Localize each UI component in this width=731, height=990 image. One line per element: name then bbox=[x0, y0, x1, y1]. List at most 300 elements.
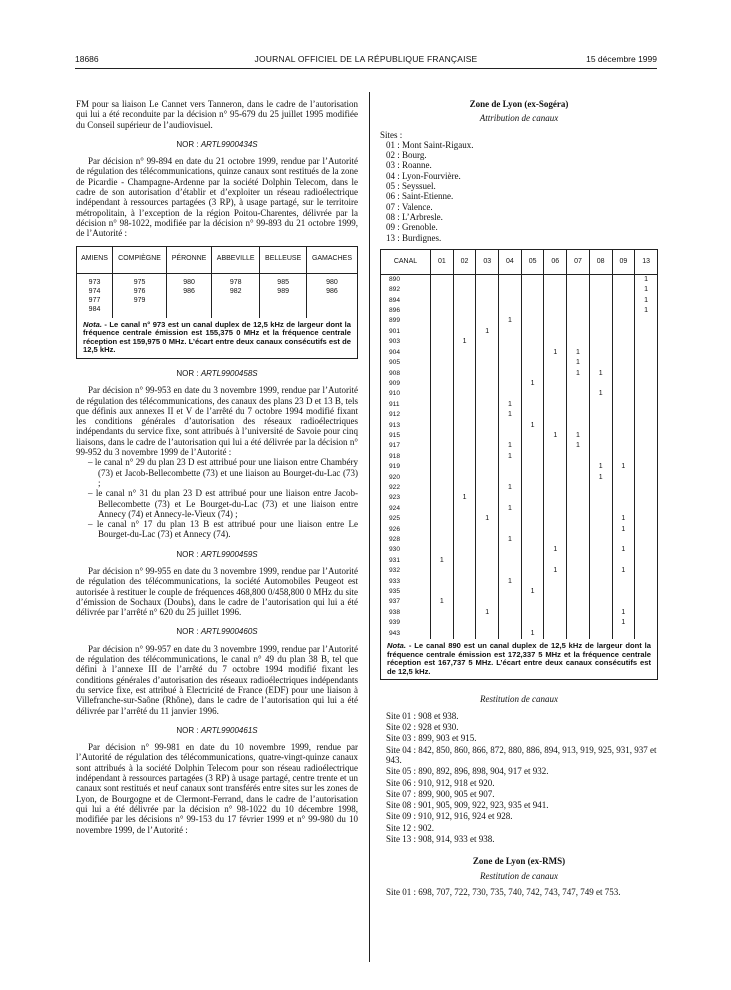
site-cell bbox=[431, 618, 454, 628]
restitution-item: Site 05 : 890, 892, 896, 898, 904, 917 et 932. bbox=[386, 766, 549, 777]
site-cell bbox=[521, 285, 544, 295]
site-cell: 1 bbox=[499, 410, 522, 420]
site-cell bbox=[453, 535, 476, 545]
site-cell: 1 bbox=[589, 369, 612, 379]
site-cell bbox=[431, 493, 454, 503]
canal-number: 923 bbox=[381, 493, 431, 503]
site-cell bbox=[453, 358, 476, 368]
canal-number: 920 bbox=[381, 473, 431, 483]
site-cell: 1 bbox=[521, 421, 544, 431]
site-cell bbox=[612, 431, 635, 441]
site-cell bbox=[453, 296, 476, 306]
site-cell bbox=[589, 306, 612, 316]
site-cell bbox=[567, 545, 590, 555]
site-cell bbox=[567, 327, 590, 337]
site-cell bbox=[499, 296, 522, 306]
site-cell bbox=[567, 504, 590, 514]
site-cell: 1 bbox=[567, 441, 590, 451]
site-cell bbox=[453, 389, 476, 399]
site-cell bbox=[612, 379, 635, 389]
site-cell bbox=[453, 556, 476, 566]
site-cell bbox=[635, 577, 658, 587]
section-subtitle: Restitution de canaux bbox=[480, 694, 558, 705]
site-cell bbox=[567, 379, 590, 389]
site-cell bbox=[589, 566, 612, 576]
site-cell bbox=[612, 473, 635, 483]
site-cell: 1 bbox=[544, 431, 567, 441]
table-cell: 980 986 bbox=[306, 273, 357, 318]
site-cell bbox=[589, 296, 612, 306]
site-cell: 1 bbox=[521, 587, 544, 597]
site-cell bbox=[635, 587, 658, 597]
site-cell bbox=[567, 618, 590, 628]
site-cell bbox=[476, 400, 499, 410]
table-row bbox=[381, 379, 658, 389]
site-cell bbox=[635, 327, 658, 337]
site-cell: 1 bbox=[453, 337, 476, 347]
site-cell bbox=[567, 452, 590, 462]
site-cell bbox=[612, 389, 635, 399]
table-row bbox=[381, 556, 658, 566]
site-cell: 1 bbox=[635, 285, 658, 295]
site-cell bbox=[521, 389, 544, 399]
site-cell: 1 bbox=[521, 629, 544, 639]
site-cell bbox=[453, 379, 476, 389]
site-cell bbox=[521, 483, 544, 493]
page-number: 18686 bbox=[75, 54, 99, 64]
canal-number: 912 bbox=[381, 410, 431, 420]
left-column bbox=[76, 99, 358, 835]
site-cell bbox=[453, 348, 476, 358]
site-cell: 1 bbox=[499, 504, 522, 514]
journal-title: JOURNAL OFFICIEL DE LA RÉPUBLIQUE FRANÇAISE bbox=[254, 54, 478, 64]
site-cell bbox=[499, 348, 522, 358]
site-item: 02 : Bourg. bbox=[386, 150, 427, 161]
column-header: GAMACHES bbox=[306, 246, 357, 273]
site-cell bbox=[635, 389, 658, 399]
site-cell bbox=[521, 545, 544, 555]
site-cell bbox=[544, 597, 567, 607]
site-cell bbox=[499, 556, 522, 566]
site-cell bbox=[544, 327, 567, 337]
site-cell bbox=[499, 514, 522, 524]
nor-reference bbox=[76, 627, 358, 637]
site-cell bbox=[521, 410, 544, 420]
lyon-channel-table bbox=[380, 249, 658, 639]
site-cell bbox=[589, 629, 612, 639]
site-cell bbox=[544, 608, 567, 618]
site-cell bbox=[431, 369, 454, 379]
site-cell bbox=[476, 316, 499, 326]
nor-reference bbox=[76, 140, 358, 150]
site-cell bbox=[431, 410, 454, 420]
table-cell: 985 989 bbox=[260, 273, 307, 318]
nor-reference bbox=[76, 726, 358, 736]
table-row bbox=[381, 566, 658, 576]
canal-number: 938 bbox=[381, 608, 431, 618]
restitution-item: Site 07 : 899, 900, 905 et 907. bbox=[386, 788, 495, 799]
site-cell bbox=[612, 369, 635, 379]
site-cell bbox=[612, 296, 635, 306]
site-cell bbox=[544, 504, 567, 514]
site-cell bbox=[499, 337, 522, 347]
site-cell bbox=[453, 618, 476, 628]
site-cell bbox=[544, 587, 567, 597]
decision-paragraph: Par décision n° 99-894 en date du 21 octobre 1999, rendue par l’Autorité de régulation des télécommunications, quinze canaux sont restitués de la zone de Picardie - Champagne-Ardenne par la société Dolphin Telecom, dans le cadre de son autorisation d’établir et d’exploiter un réseau radioélectrique indépendant à ressources partagées (3 RP), à usage partagé, sur le territoire métropolitain, à l’exception de la région Poitou-Charentes, délivrée par la décision n° 98-1022, modifiée par la décision n° 99-893 du 21 octobre 1999, de l’Autorité : bbox=[76, 156, 358, 239]
site-cell bbox=[589, 410, 612, 420]
page-header bbox=[75, 54, 657, 68]
site-cell bbox=[589, 514, 612, 524]
table-row bbox=[381, 400, 658, 410]
site-cell bbox=[589, 618, 612, 628]
canal-number: 903 bbox=[381, 337, 431, 347]
site-cell bbox=[612, 337, 635, 347]
site-cell: 1 bbox=[589, 473, 612, 483]
site-cell bbox=[567, 525, 590, 535]
site-cell: 1 bbox=[567, 358, 590, 368]
site-item: 01 : Mont Saint-Rigaux. bbox=[386, 139, 474, 150]
site-cell bbox=[589, 400, 612, 410]
site-cell bbox=[431, 504, 454, 514]
table-row bbox=[381, 441, 658, 451]
site-cell bbox=[544, 629, 567, 639]
site-cell bbox=[521, 337, 544, 347]
nor-reference bbox=[76, 369, 358, 379]
site-cell bbox=[567, 285, 590, 295]
site-cell bbox=[521, 525, 544, 535]
site-cell bbox=[521, 306, 544, 316]
site-cell bbox=[453, 473, 476, 483]
header-rule bbox=[75, 68, 657, 69]
table-row bbox=[381, 285, 658, 295]
site-cell bbox=[499, 618, 522, 628]
site-cell bbox=[521, 462, 544, 472]
table-row bbox=[381, 410, 658, 420]
site-cell bbox=[499, 389, 522, 399]
site-cell bbox=[589, 348, 612, 358]
site-cell: 1 bbox=[499, 535, 522, 545]
site-cell bbox=[476, 348, 499, 358]
list-item: – le canal n° 29 du plan 23 D est attribué pour une liaison entre Chambéry (73) et Jacob-Bellecombette (73) et une liaison au Bourget-du-Lac (73) ; bbox=[88, 457, 358, 488]
table-row bbox=[381, 369, 658, 379]
site-cell bbox=[476, 274, 499, 285]
column-divider bbox=[369, 92, 370, 962]
site-cell bbox=[521, 514, 544, 524]
site-cell bbox=[612, 306, 635, 316]
site-cell bbox=[544, 285, 567, 295]
site-cell bbox=[589, 421, 612, 431]
site-cell bbox=[499, 379, 522, 389]
site-cell: 1 bbox=[567, 431, 590, 441]
site-cell bbox=[635, 358, 658, 368]
column-header: 06 bbox=[544, 249, 567, 274]
site-cell bbox=[431, 337, 454, 347]
site-cell bbox=[635, 348, 658, 358]
canal-number: 909 bbox=[381, 379, 431, 389]
site-cell bbox=[567, 389, 590, 399]
site-cell bbox=[612, 629, 635, 639]
site-cell bbox=[635, 400, 658, 410]
site-cell bbox=[431, 545, 454, 555]
site-cell bbox=[476, 369, 499, 379]
site-cell bbox=[589, 597, 612, 607]
site-cell bbox=[476, 566, 499, 576]
site-cell bbox=[589, 577, 612, 587]
site-cell bbox=[544, 369, 567, 379]
site-cell: 1 bbox=[544, 545, 567, 555]
table-row bbox=[381, 629, 658, 639]
table-cell: 973 974 977 984 bbox=[77, 273, 113, 318]
table-row bbox=[381, 316, 658, 326]
table-note: Nota. - Le canal n° 973 est un canal duplex de 12,5 kHz de largeur dont la fréquence centrale émission est 155,375 0 MHz et la fréquence centrale réception est 159,975 0 MHz. L’écart entre deux canaux consécutifs est de 12,5 kHz. bbox=[76, 318, 358, 359]
canal-number: 919 bbox=[381, 462, 431, 472]
restitution-item: Site 08 : 901, 905, 909, 922, 923, 935 et 941. bbox=[386, 800, 549, 811]
issue-date: 15 décembre 1999 bbox=[586, 54, 657, 64]
site-cell bbox=[431, 452, 454, 462]
site-cell bbox=[476, 441, 499, 451]
site-cell bbox=[476, 618, 499, 628]
site-cell bbox=[635, 421, 658, 431]
site-item: 07 : Valence. bbox=[386, 201, 433, 212]
site-cell bbox=[476, 587, 499, 597]
table-row bbox=[381, 337, 658, 347]
site-cell bbox=[499, 629, 522, 639]
site-cell bbox=[544, 358, 567, 368]
site-cell bbox=[544, 535, 567, 545]
nor-prefix: NOR : bbox=[176, 549, 199, 559]
site-cell bbox=[635, 618, 658, 628]
canal-number: 943 bbox=[381, 629, 431, 639]
site-cell bbox=[499, 566, 522, 576]
site-cell bbox=[521, 608, 544, 618]
site-cell bbox=[567, 483, 590, 493]
site-cell bbox=[453, 306, 476, 316]
nor-code: ARTL9900459S bbox=[200, 549, 258, 559]
restitution-item: Site 09 : 910, 912, 916, 924 et 928. bbox=[386, 811, 513, 822]
canal-number: 899 bbox=[381, 316, 431, 326]
site-cell bbox=[453, 608, 476, 618]
site-cell bbox=[521, 296, 544, 306]
list-item: – le canal n° 17 du plan 13 B est attribué pour une liaison entre Le Bourget-du-Lac (73) et Annecy (74). bbox=[88, 519, 358, 540]
site-cell bbox=[431, 483, 454, 493]
site-cell bbox=[476, 431, 499, 441]
table-row bbox=[381, 348, 658, 358]
nor-code: ARTL9900460S bbox=[200, 627, 258, 637]
site-cell bbox=[567, 556, 590, 566]
table-cell: 978 982 bbox=[211, 273, 259, 318]
site-cell bbox=[453, 452, 476, 462]
site-cell bbox=[453, 421, 476, 431]
restitution-item: Site 04 : 842, 850, 860, 866, 872, 880, 886, 894, 913, 919, 925, 931, 937 et 943. bbox=[386, 744, 657, 765]
site-cell bbox=[635, 452, 658, 462]
site-cell bbox=[589, 493, 612, 503]
site-cell bbox=[635, 379, 658, 389]
site-cell bbox=[476, 577, 499, 587]
site-cell bbox=[544, 483, 567, 493]
site-cell bbox=[612, 493, 635, 503]
site-cell bbox=[499, 358, 522, 368]
site-cell bbox=[567, 566, 590, 576]
column-header: COMPIÈGNE bbox=[113, 246, 167, 273]
site-cell: 1 bbox=[612, 525, 635, 535]
site-cell bbox=[567, 400, 590, 410]
nor-prefix: NOR : bbox=[176, 368, 199, 378]
table-row bbox=[381, 587, 658, 597]
site-cell bbox=[589, 452, 612, 462]
site-cell bbox=[612, 587, 635, 597]
canal-number: 904 bbox=[381, 348, 431, 358]
table-row bbox=[381, 452, 658, 462]
table-row bbox=[381, 296, 658, 306]
site-cell: 1 bbox=[521, 379, 544, 389]
table-row bbox=[381, 431, 658, 441]
site-cell bbox=[453, 441, 476, 451]
site-cell bbox=[521, 274, 544, 285]
site-cell bbox=[431, 348, 454, 358]
table-row bbox=[381, 389, 658, 399]
site-cell: 1 bbox=[499, 483, 522, 493]
site-cell bbox=[521, 504, 544, 514]
site-cell bbox=[612, 504, 635, 514]
site-cell bbox=[499, 587, 522, 597]
site-cell bbox=[431, 327, 454, 337]
site-cell bbox=[521, 348, 544, 358]
site-cell bbox=[521, 431, 544, 441]
site-cell bbox=[499, 306, 522, 316]
site-cell bbox=[431, 421, 454, 431]
picardie-channel-table bbox=[76, 246, 358, 318]
site-cell bbox=[589, 483, 612, 493]
canal-number: 915 bbox=[381, 431, 431, 441]
site-cell: 1 bbox=[612, 514, 635, 524]
site-cell bbox=[635, 441, 658, 451]
site-cell bbox=[635, 629, 658, 639]
site-cell bbox=[544, 400, 567, 410]
site-cell bbox=[453, 514, 476, 524]
site-cell bbox=[589, 504, 612, 514]
site-cell bbox=[499, 421, 522, 431]
site-cell bbox=[567, 577, 590, 587]
site-cell bbox=[431, 462, 454, 472]
site-cell bbox=[476, 597, 499, 607]
site-cell bbox=[476, 285, 499, 295]
column-header: ABBEVILLE bbox=[211, 246, 259, 273]
site-cell bbox=[589, 441, 612, 451]
site-cell bbox=[431, 274, 454, 285]
site-cell bbox=[589, 608, 612, 618]
site-cell bbox=[589, 327, 612, 337]
site-cell bbox=[453, 400, 476, 410]
site-cell bbox=[567, 274, 590, 285]
site-cell bbox=[567, 629, 590, 639]
column-header: 08 bbox=[589, 249, 612, 274]
table-row bbox=[77, 273, 358, 318]
site-item: 09 : Grenoble. bbox=[386, 222, 438, 233]
sites-label: Sites : bbox=[380, 129, 403, 140]
canal-number: 932 bbox=[381, 566, 431, 576]
table-cell: 975 976 979 bbox=[113, 273, 167, 318]
site-item: 05 : Seyssuel. bbox=[386, 181, 436, 192]
canal-number: 925 bbox=[381, 514, 431, 524]
site-cell bbox=[635, 369, 658, 379]
site-cell bbox=[635, 316, 658, 326]
canal-number: 913 bbox=[381, 421, 431, 431]
site-cell bbox=[476, 545, 499, 555]
canal-number: 894 bbox=[381, 296, 431, 306]
site-cell bbox=[567, 535, 590, 545]
site-cell bbox=[476, 452, 499, 462]
site-cell bbox=[589, 379, 612, 389]
site-cell bbox=[635, 410, 658, 420]
site-cell bbox=[567, 410, 590, 420]
site-cell bbox=[453, 369, 476, 379]
table-row bbox=[381, 535, 658, 545]
restitution-item: Site 12 : 902. bbox=[386, 822, 435, 833]
site-cell bbox=[589, 431, 612, 441]
restitution-item: Site 13 : 908, 914, 933 et 938. bbox=[386, 834, 495, 845]
list-item: – le canal n° 31 du plan 23 D est attribué pour une liaison entre Jacob-Bellecombette (73) et Le Bourget-du-Lac (73) et une liaison entre Annecy (74) et Annecy-le-Vieux (74) ; bbox=[88, 488, 358, 519]
site-cell bbox=[544, 306, 567, 316]
site-cell bbox=[499, 525, 522, 535]
canal-number: 901 bbox=[381, 327, 431, 337]
table-row bbox=[381, 597, 658, 607]
site-cell: 1 bbox=[635, 296, 658, 306]
site-cell bbox=[635, 525, 658, 535]
site-cell bbox=[431, 629, 454, 639]
site-cell bbox=[476, 483, 499, 493]
restitution-item: Site 01 : 698, 707, 722, 730, 735, 740, 742, 743, 747, 749 et 753. bbox=[386, 886, 621, 897]
site-cell: 1 bbox=[612, 462, 635, 472]
site-cell: 1 bbox=[612, 566, 635, 576]
site-cell bbox=[612, 274, 635, 285]
site-cell bbox=[635, 431, 658, 441]
site-cell bbox=[567, 296, 590, 306]
site-cell: 1 bbox=[499, 316, 522, 326]
site-cell bbox=[612, 410, 635, 420]
site-cell bbox=[431, 379, 454, 389]
site-cell bbox=[476, 421, 499, 431]
site-cell bbox=[544, 296, 567, 306]
table-cell: 980 986 bbox=[167, 273, 212, 318]
site-cell: 1 bbox=[567, 348, 590, 358]
site-cell bbox=[431, 441, 454, 451]
site-cell bbox=[612, 577, 635, 587]
site-cell bbox=[476, 462, 499, 472]
column-header: 07 bbox=[567, 249, 590, 274]
site-cell bbox=[544, 389, 567, 399]
site-cell bbox=[453, 504, 476, 514]
canal-number: 918 bbox=[381, 452, 431, 462]
site-cell bbox=[453, 587, 476, 597]
site-cell bbox=[431, 587, 454, 597]
site-cell bbox=[635, 566, 658, 576]
table-row bbox=[381, 525, 658, 535]
site-cell bbox=[521, 577, 544, 587]
site-cell bbox=[589, 525, 612, 535]
site-item: 04 : Lyon-Fourvière. bbox=[386, 170, 461, 181]
intro-paragraph: FM pour sa liaison Le Cannet vers Tanneron, dans le cadre de l’autorisation qui lui a été reconduite par la décision n° 95-679 du 25 juillet 1995 modifiée du Conseil supérieur de l’audiovisuel. bbox=[76, 99, 358, 130]
site-cell bbox=[453, 316, 476, 326]
site-cell: 1 bbox=[612, 608, 635, 618]
site-item: 13 : Burdignes. bbox=[386, 232, 442, 243]
site-cell bbox=[476, 629, 499, 639]
decision-paragraph: Par décision n° 99-953 en date du 3 novembre 1999, rendue par l’Autorité de régulation des télécommunications, des canaux des plans 23 D et 13 B, tels que définis aux annexes II et V de l’arrêté du 7 octobre 1994 modifié fixant les conditions générales d’autorisation des réseaux radioélectriques indépendants du service fixe, sont attribués à l’université de Savoie pour cinq liaisons, dans le cadre de l’autorisation qui lui a été délivrée par la décision n° 99-952 du 3 novembre 1999 de l’Autorité : bbox=[76, 385, 358, 458]
column-header: 09 bbox=[612, 249, 635, 274]
canal-number: 922 bbox=[381, 483, 431, 493]
site-cell bbox=[612, 348, 635, 358]
decision-paragraph: Par décision n° 99-955 en date du 3 novembre 1999, rendue par l’Autorité de régulation des télécommunications, la société Automobiles Peugeot est autorisée à restituer le couple de fréquences 468,800 0/458,800 0 MHz du site d’émission de Sochaux (Doubs), dans le cadre de l’autorisation qui lui a été délivrée par l’arrêté n° 620 du 25 juillet 1996. bbox=[76, 565, 358, 618]
site-cell bbox=[431, 525, 454, 535]
